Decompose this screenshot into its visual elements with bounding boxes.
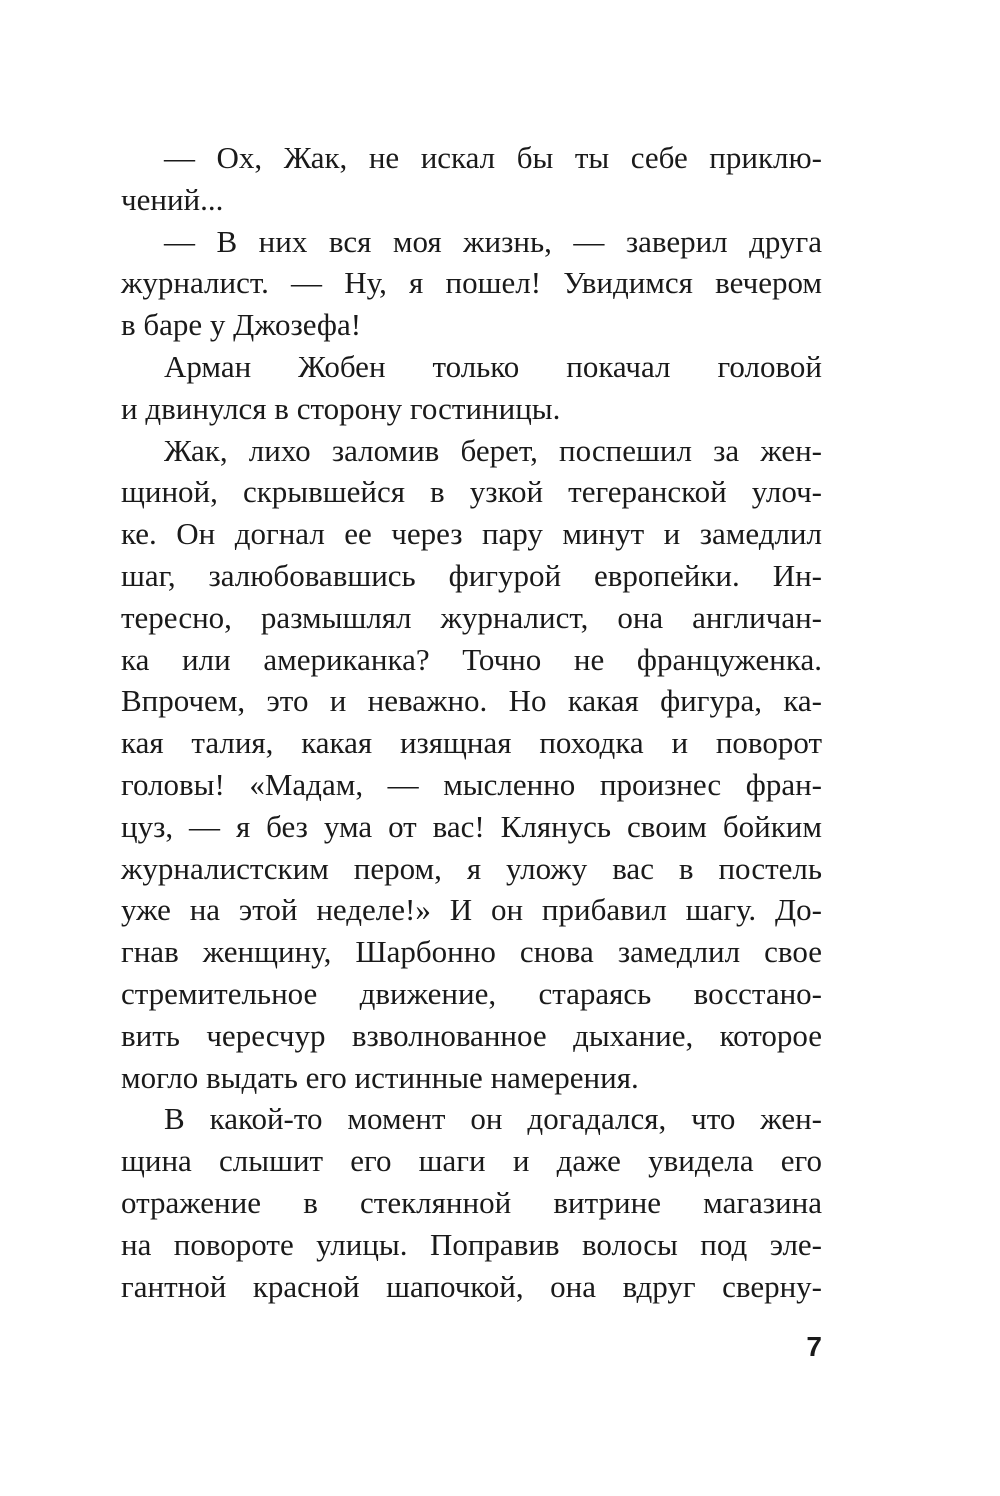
text-line: гантной красной шапочкой, она вдруг сверну- (121, 1268, 822, 1304)
text-line: — В них вся моя жизнь, — заверил друга (164, 223, 822, 259)
text-line: гнав женщину, Шарбонно снова замедлил свое (121, 934, 822, 970)
paragraph (121, 430, 822, 1099)
text-line: тересно, размышлял журналист, она англичан- (121, 599, 822, 635)
text-line: журналист. — Ну, я пошел! Увидимся вечером (121, 265, 822, 301)
text-line: Впрочем, это и неважно. Но какая фигура, ка- (121, 683, 822, 719)
text-line: щиной, скрывшейся в узкой тегеранской улоч- (121, 474, 822, 510)
text-line: чений... (121, 181, 224, 217)
text-line: В какой-то момент он догадался, что жен- (164, 1101, 822, 1137)
page-number: 7 (806, 1331, 822, 1362)
text-line: вить чересчур взволнованное дыхание, которое (121, 1017, 822, 1053)
text-line: ке. Он догнал ее через пару минут и замедлил (121, 516, 822, 552)
paragraph (121, 346, 822, 430)
text-line: — Ох, Жак, не искал бы ты себе приклю- (164, 140, 822, 175)
text-line: журналистским пером, я уложу вас в постель (121, 850, 822, 886)
text-line: Жак, лихо заломив берет, поспешил за жен- (164, 432, 822, 468)
text-line: шаг, залюбовавшись фигурой европейки. Ин- (121, 557, 822, 593)
text-line: Арман Жобен только покачал головой (164, 348, 822, 384)
text-line: ка или американка? Точно не француженка. (121, 641, 822, 677)
text-line: кая талия, какая изящная походка и поворот (121, 725, 822, 761)
text-line: могло выдать его истинные намерения. (121, 1059, 639, 1095)
text-line: на повороте улицы. Поправив волосы под эле- (121, 1226, 822, 1262)
paragraph (121, 137, 822, 221)
text-line: уже на этой неделе!» И он прибавил шагу. До- (121, 892, 822, 928)
text-line: цуз, — я без ума от вас! Клянусь своим бойким (121, 808, 822, 844)
text-line: головы! «Мадам, — мысленно произнес фран- (121, 766, 822, 802)
paragraph (121, 1098, 822, 1307)
body-text (121, 137, 822, 1307)
text-line: стремительное движение, стараясь восстано- (121, 975, 822, 1011)
text-line: щина слышит его шаги и даже увидела его (121, 1143, 822, 1179)
text-line: и двинулся в сторону гостиницы. (121, 390, 561, 426)
text-line: отражение в стеклянной витрине магазина (121, 1184, 822, 1220)
paragraph (121, 221, 822, 346)
text-line: в баре у Джозефа! (121, 307, 362, 343)
